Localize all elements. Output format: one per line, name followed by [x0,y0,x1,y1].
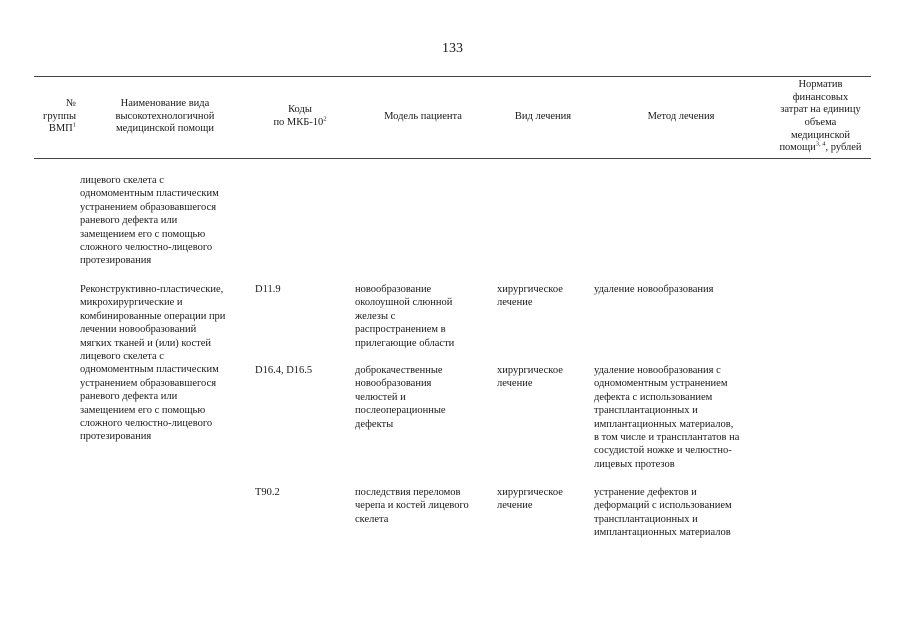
header-group-number-text: № группы ВМП [43,98,76,135]
header-cost-standard-text: Норматив финансовых затрат на единицу объема медицинской помощи [779,79,861,154]
icd-code: D11.9 [255,284,281,295]
header-icd-codes-text: Коды по МКБ-10 [273,104,324,128]
header-treatment-type [494,76,592,158]
vmp-name: Реконструктивно-пластические, микрохирургические и комбинированные операции при лечении новообразований мягких тканей и (или) костей лицевого скелета с одномоментным пластическим устранением образовавшегося раневого дефекта или замещением его с помощью сложного челюстно-лицевого протезирования [80,284,226,443]
treatment-method: удаление новообразования [594,284,714,295]
footnote-2: 2 [323,115,327,123]
patient-model: последствия переломов черепа и костей лицевого скелета [355,487,469,525]
header-treatment-method [592,76,770,158]
vmp-name-continuation: лицевого скелета с одномоментным пластическим устранением образовавшегося раневого дефекта или замещением его с помощью сложного челюстно-лицевого протезирования [80,175,219,267]
header-patient-model-text: Модель пациента [384,110,462,122]
header-treatment-method-text: Метод лечения [647,110,715,122]
treatment-type: хирургическое лечение [497,284,563,309]
header-cost-standard-tail: , рублей [825,142,862,154]
patient-model: новообразование околоушной слюнной железы с распространением в прилегающие области [355,284,455,349]
icd-code: T90.2 [255,487,280,498]
header-icd-codes [252,76,348,158]
treatment-method: удаление новообразования с одномоментным устранением дефекта с использованием трансплантационных и имплантационных материалов, в том числе и трансплантатов на сосудистой ножке и челюстно- лицевых протезов [594,365,740,470]
header-vmp-name-text: Наименование вида высокотехнологичной медицинской помощи [115,98,215,135]
header-vmp-name [80,76,250,158]
treatment-method: устранение дефектов и деформаций с использованием трансплантационных и имплантационных материалов [594,487,732,539]
treatment-type: хирургическое лечение [497,487,563,512]
header-patient-model [350,76,496,158]
header-cost-standard [770,76,871,158]
header-treatment-type-text: Вид лечения [514,110,572,122]
footnote-1: 1 [72,121,76,129]
header-bottom-rule [34,158,871,159]
page-number: 133 [442,41,463,56]
patient-model: доброкачественные новообразования челюстей и послеоперационные дефекты [355,365,446,430]
footnote-3-4: 3, 4 [815,140,826,148]
treatment-type: хирургическое лечение [497,365,563,390]
icd-code: D16.4, D16.5 [255,365,313,376]
header-group-number [34,76,76,158]
